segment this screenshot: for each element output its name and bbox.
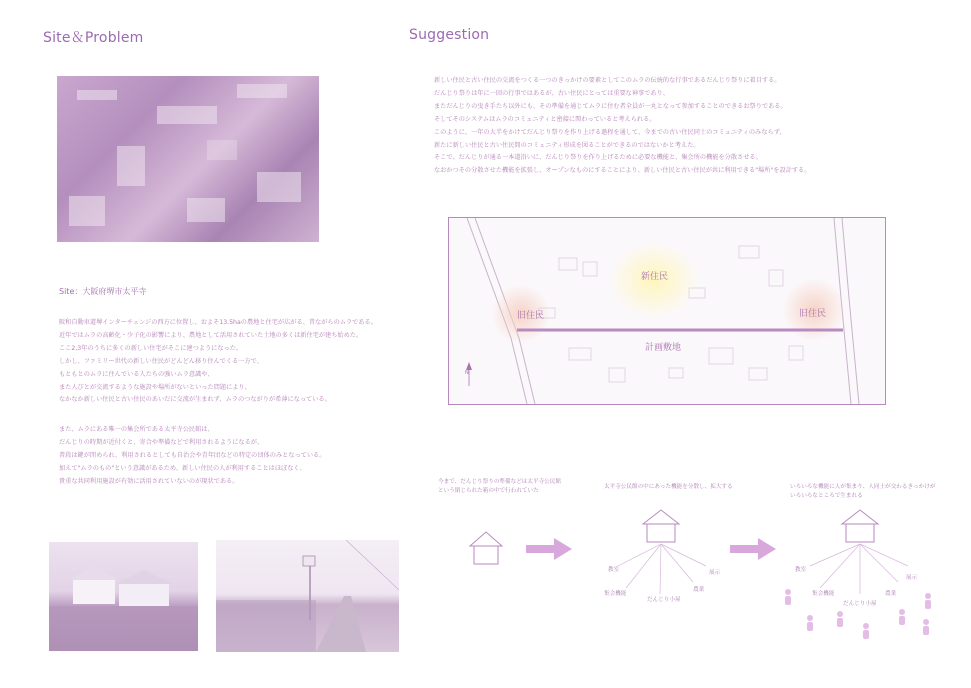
suggestion-heading: Suggestion (409, 27, 490, 43)
text-line: なおかつその分散させた機能を拡張し、オープンなものにすることにより、新しい住民と古い住民が共に利用できる"場所"を設計する。 (434, 167, 811, 175)
site-problem-heading: Site＆Problem (43, 30, 144, 46)
label-old-residents-right: 旧住民 (799, 309, 827, 319)
text-line: だんじり祭りは年に一回の行事ではあるが、古い住民にとっては重要な神事であり、 (434, 89, 669, 97)
text-line: そしてそのシステムはムラのコミュニティと密接に関わっていると考えられる。 (434, 115, 656, 123)
function-exhibition: 展示 (906, 575, 918, 581)
text-line: なかなか新しい住民と古い住民のあいだに交流が生まれず、ムラのつながりが希薄になっている。 (59, 396, 331, 404)
function-farming: 農業 (885, 591, 897, 597)
caption-line: という閉じられた箱の中で行われていた (438, 488, 539, 494)
site-paragraph-1 (59, 317, 377, 407)
caption-line: 太平寺公民館の中にあった機能を分散し、拡大する (604, 484, 733, 490)
function-assembly: 集会機能 (812, 591, 835, 597)
text-line: 近年ではムラの高齢化・少子化の影響により、農地として活用されていた土地の多くは新住宅が建ち始めた。 (59, 331, 363, 339)
text-line: もともとのムラに住んでいる人たちの強いムラ意識や、 (59, 370, 214, 378)
caption-line: いろいろな機能に人が集まり、人同士が交わるきっかけが (790, 484, 936, 490)
text-line: だんじりの時期が近付くと、寄合や準備などで利用されるようになるが、 (59, 438, 264, 446)
diagram-caption-2 (604, 483, 733, 492)
function-classroom: 教室 (795, 567, 807, 573)
site-paragraph-2 (59, 424, 325, 489)
caption-line: いろいろなところで生まれる (790, 493, 863, 499)
diagram-caption-3 (790, 483, 935, 501)
text-line: 普段は鍵が閉められ、利用されるとしても自治会や青年団などの特定の団体のみとなっている。 (59, 451, 326, 459)
text-line: 貴重な共同利用施設が有効に活用されていないのが現状である。 (59, 477, 239, 485)
road-photo (216, 540, 399, 652)
arrow-right-icon (526, 538, 572, 560)
suggestion-paragraph (434, 75, 810, 178)
house-icon (466, 528, 506, 568)
text-line: まただんじりの曳き手たち以外にも、その準備を通じてムラに住む者全員が一丸となって参加することのできるお祭りである。 (434, 102, 787, 110)
diagram-caption-1 (438, 478, 561, 496)
site-map (448, 217, 886, 405)
aerial-photo (57, 76, 319, 242)
text-line: このように、一年の大半をかけてだんじり祭りを作り上げる過程を通して、今までの古い住民同士のコミュニティのみならず、 (434, 128, 786, 136)
function-classroom: 教室 (608, 567, 620, 573)
text-line: そこで、だんじりが通る一本道沿いに、だんじり祭りを作り上げるために必要な機能と、集会所の機能を分散させる。 (434, 154, 762, 162)
label-planned-site: 計画敷地 (645, 343, 682, 353)
text-line: また、ムラにある唯一の集会所である太平寺公民館は、 (59, 426, 214, 433)
house-photo-graphic (49, 542, 198, 651)
text-line: また人びとが交流するような施設や場所がないといった問題により、 (59, 383, 251, 391)
text-line: 新しい住民と古い住民の交流をつくる一つのきっかけの要素としてこのムラの伝統的な行事であるだんじり祭りに着目する。 (434, 77, 781, 84)
house-photo (49, 542, 198, 651)
text-line: 加えて"ムラのもの"という意識があるため、新しい住民の人が利用することはほぼなく、 (59, 464, 306, 472)
north-label: N (465, 370, 469, 376)
label-new-residents: 新住民 (641, 272, 669, 282)
text-line: 新たに新しい住民と古い住民間のコミュニティ形成を図ることができるのではないかと考えた。 (434, 141, 700, 149)
caption-line: 今まで、だんじり祭りの準備などは太平寺公民館 (438, 479, 561, 485)
arrow-right-icon (730, 538, 776, 560)
function-assembly: 集会機能 (604, 591, 627, 597)
text-line: しかし、ファミリー世代の新しい住民がどんどん移り住んでくる一方で、 (59, 357, 263, 365)
label-old-residents-left: 旧住民 (517, 311, 545, 321)
road-photo-graphic (216, 540, 399, 652)
site-subheading: Site：大阪府堺市太平寺 (59, 287, 147, 296)
function-danjiri-hut: だんじり小屋 (647, 597, 681, 603)
function-farming: 農業 (693, 587, 705, 593)
function-exhibition: 展示 (709, 570, 721, 576)
text-line: 阪和自動車道堺インターチェンジの西方に位置し、およそ13.5haの農地と住宅が広がる、昔ながらのムラである。 (59, 319, 377, 326)
text-line: ここ2,3年のうちに多くの新しい住宅がそこに建つようになった。 (59, 344, 243, 352)
function-danjiri-hut: だんじり小屋 (843, 601, 877, 607)
